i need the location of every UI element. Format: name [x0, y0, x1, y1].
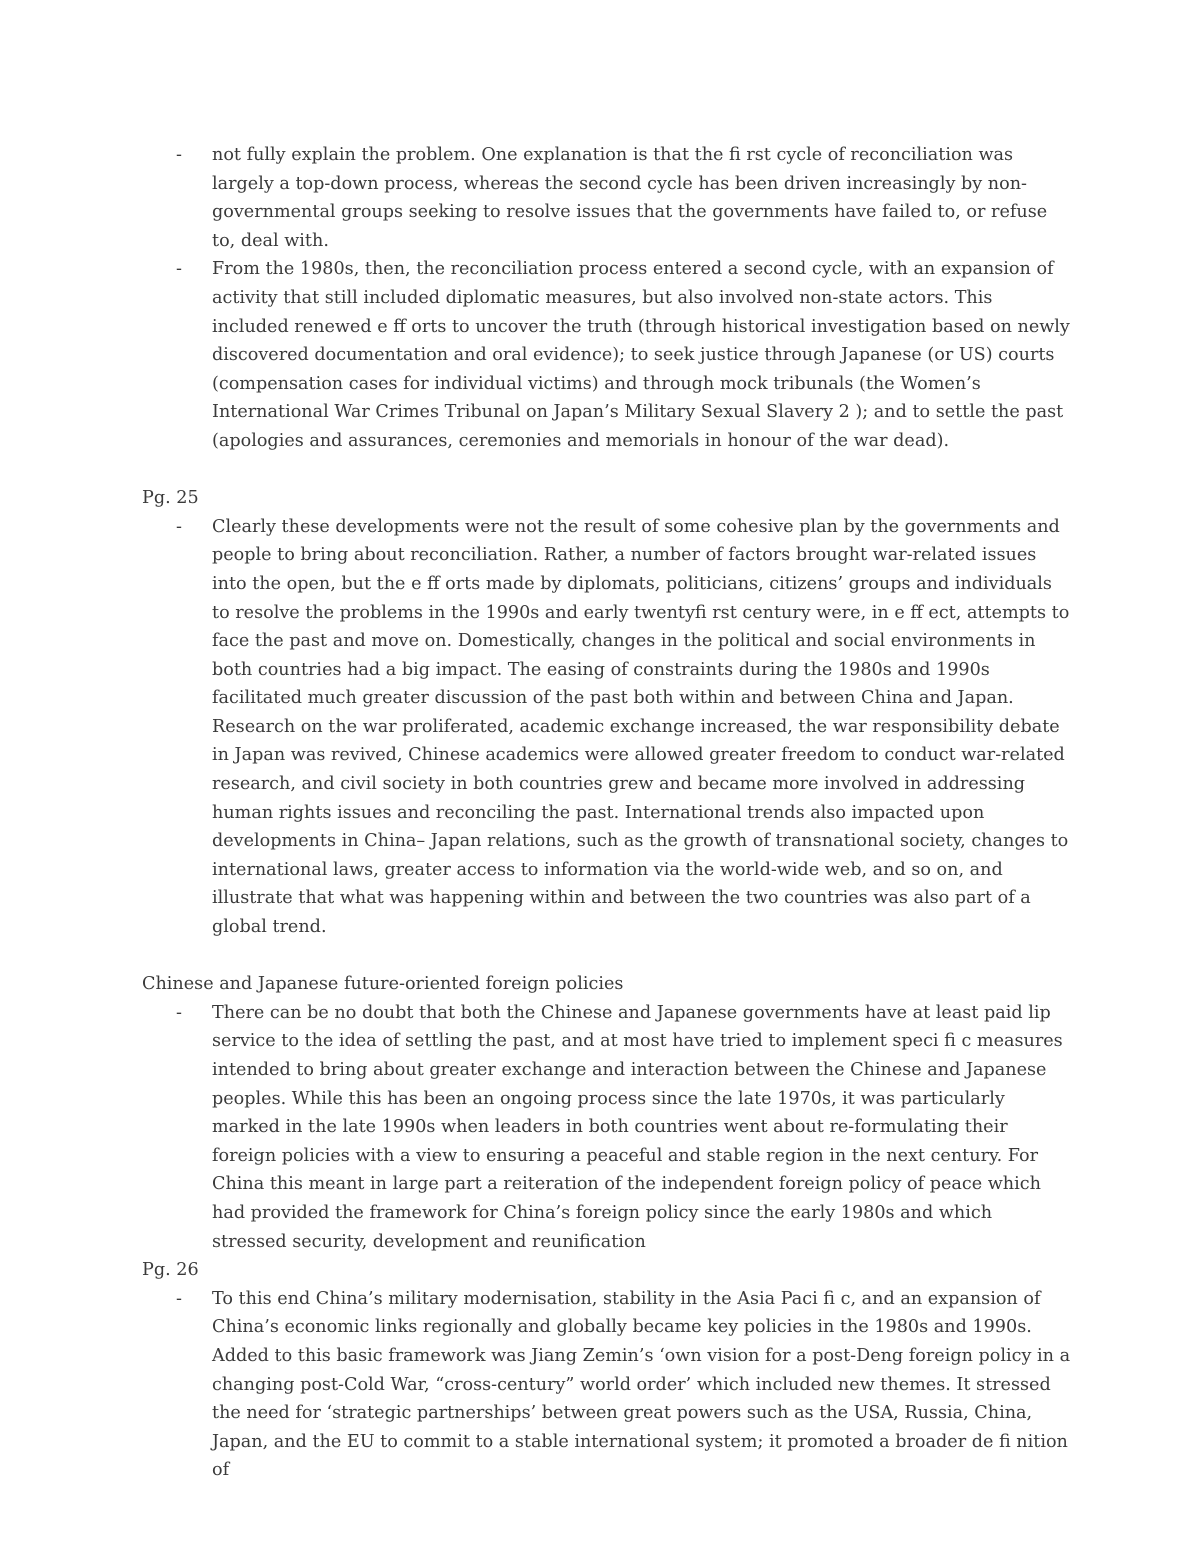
bullet-dash: -	[176, 1002, 182, 1023]
bullet-dash: -	[176, 1288, 182, 1309]
blank-line	[142, 456, 1072, 485]
bullet-item	[142, 141, 1072, 255]
bullet-item	[142, 1285, 1072, 1485]
bullet-item	[142, 999, 1072, 1256]
bullet-dash: -	[176, 516, 182, 537]
document-body	[142, 141, 1072, 1485]
bullet-dash: -	[176, 145, 182, 165]
bullet-item	[142, 255, 1072, 455]
bullet-item	[142, 513, 1072, 942]
page-reference-heading: Pg. 26	[142, 1260, 199, 1281]
section-heading: Chinese and Japanese future-oriented foreign policies	[142, 974, 624, 995]
bullet-text: From the 1980s, then, the reconciliation process entered a second cycle, with an expansion of activity that still included diplomatic measures, but also involved non-state actors. This included renewed e ff orts to uncover the truth (through historical investigation based on newly discovered documentation and oral evidence); to seek justice through Japanese (or US) courts (compensation cases for individual victims) and through mock tribunals (the Women’s International War Crimes Tribunal on Japan’s Military Sexual Slavery 2 ); and to settle the past (apologies and assurances, ceremonies and memorials in honour of the war dead).	[212, 259, 1070, 451]
bullet-text: There can be no doubt that both the Chinese and Japanese governments have at least paid lip service to the idea of settling the past, and at most have tried to implement speci fi c measures intended to bring about greater exchange and interaction between the Chinese and Japanese peoples. While this has been an ongoing process since the late 1970s, it was particularly marked in the late 1990s when leaders in both countries went about re-formulating their foreign policies with a view to ensuring a peaceful and stable region in the next century. For China this meant in large part a reiteration of the independent foreign policy of peace which had provided the framework for China’s foreign policy since the early 1980s and which stressed security, development and reunification	[212, 1002, 1063, 1252]
blank-line	[142, 942, 1072, 971]
bullet-dash: -	[176, 259, 182, 280]
page-reference-heading: Pg. 25	[142, 488, 199, 509]
bullet-text: To this end China’s military modernisation, stability in the Asia Paci fi c, and an expansion of China’s economic links regionally and globally became key policies in the 1980s and 1990s. Added to this basic framework was Jiang Zemin’s ‘own vision for a post-Deng foreign policy in a changing post-Cold War, “cross-century” world order’ which included new themes. It stressed the need for ‘strategic partnerships’ between great powers such as the USA, Russia, China, Japan, and the EU to commit to a stable international system; it promoted a broader de fi nition of	[212, 1288, 1071, 1481]
bullet-text: not fully explain the problem. One explanation is that the fi rst cycle of reconciliation was largely a top-down process, whereas the second cycle has been driven increasingly by non-governmental groups seeking to resolve issues that the governments have failed to, or refuse to, deal with.	[212, 145, 1048, 251]
bullet-text: Clearly these developments were not the result of some cohesive plan by the governments and people to bring about reconciliation. Rather, a number of factors brought war-related issues into the open, but the e ff orts made by diplomats, politicians, citizens’ groups and individuals to resolve the problems in the 1990s and early twentyfi rst century were, in e ff ect, attempts to face the past and move on. Domestically, changes in the political and social environments in both countries had a big impact. The easing of constraints during the 1980s and 1990s facilitated much greater discussion of the past both within and between China and Japan. Research on the war proliferated, academic exchange increased, the war responsibility debate in Japan was revived, Chinese academics were allowed greater freedom to conduct war-related research, and civil society in both countries grew and became more involved in addressing human rights issues and reconciling the past. International trends also impacted upon developments in China– Japan relations, such as the growth of transnational society, changes to international laws, greater access to information via the world-wide web, and so on, and illustrate that what was happening within and between the two countries was also part of a global trend.	[212, 516, 1070, 938]
